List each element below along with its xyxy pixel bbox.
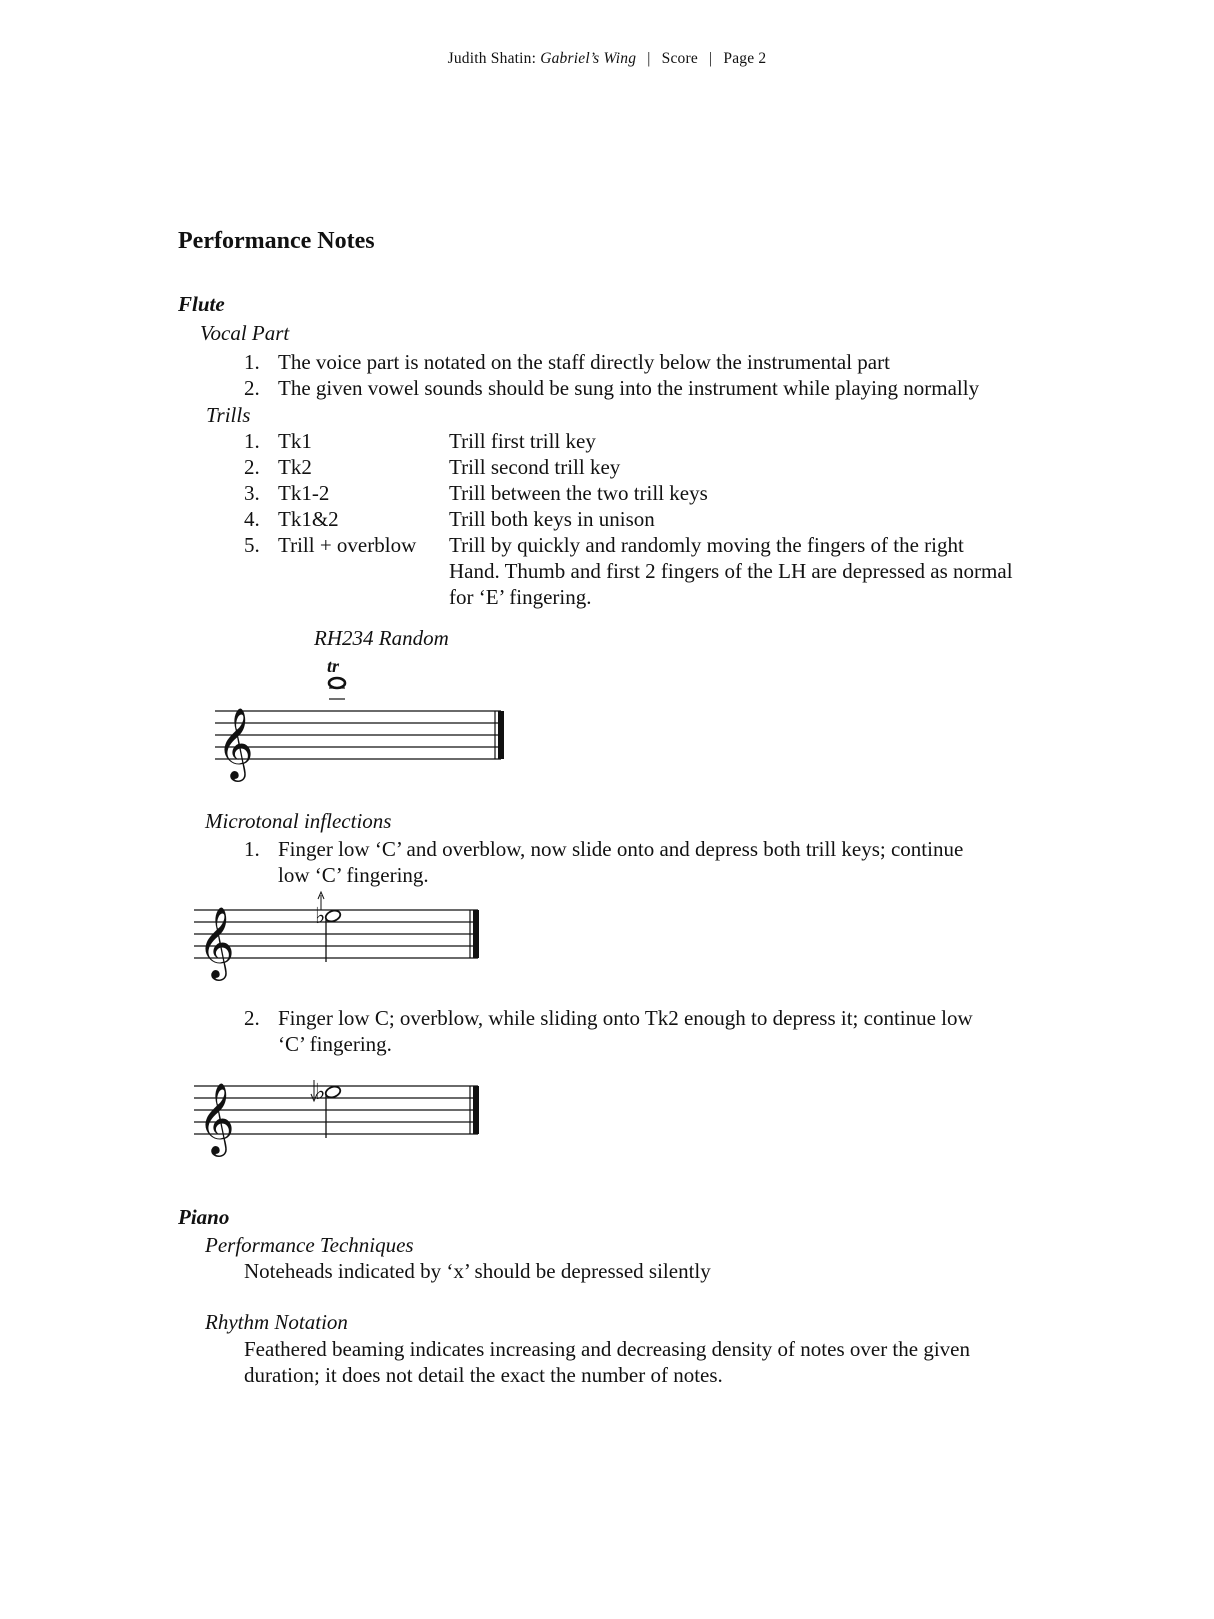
trills-heading: Trills <box>206 403 251 427</box>
list-item-continuation: ‘C’ fingering. <box>278 1032 392 1056</box>
header-page: Page 2 <box>723 50 767 67</box>
list-item-continuation: Hand. Thumb and first 2 fingers of the LH are depressed as normal <box>449 559 1013 583</box>
list-item-continuation: for ‘E’ fingering. <box>449 585 592 609</box>
page-title: Performance Notes <box>178 228 375 254</box>
rhythm-notation-heading: Rhythm Notation <box>205 1310 348 1334</box>
rh234-random-label: RH234 Random <box>314 626 449 650</box>
list-item: 5. Trill + overblow Trill by quickly and randomly moving the fingers of the right <box>244 533 964 557</box>
header-score: Score <box>661 50 698 67</box>
flat-icon: ♭ <box>315 904 326 929</box>
rhythm-notation-text: Feathered beaming indicates increasing and decreasing density of notes over the given <box>244 1337 970 1361</box>
header-work: Gabriel’s Wing <box>540 50 637 67</box>
half-note-icon <box>324 909 342 924</box>
half-note-icon <box>324 1085 342 1100</box>
treble-clef-icon: 𝄞 <box>198 1081 235 1154</box>
header-separator: | <box>709 50 713 67</box>
treble-clef-icon: 𝄞 <box>217 706 254 779</box>
running-header <box>0 50 1214 68</box>
piano-heading: Piano <box>178 1205 230 1229</box>
list-item-continuation: low ‘C’ fingering. <box>278 863 429 887</box>
microtonal-example-staff-2 <box>190 1070 490 1170</box>
list-item: 4. Tk1&2 Trill both keys in unison <box>244 507 655 531</box>
list-item: 1. Finger low ‘C’ and overblow, now slide onto and depress both trill keys; continue <box>244 837 964 861</box>
treble-clef-icon: 𝄞 <box>198 905 235 978</box>
microtonal-example-staff-1 <box>190 890 490 990</box>
microtonal-heading: Microtonal inflections <box>205 809 392 833</box>
list-item: 2. Tk2 Trill second trill key <box>244 455 621 479</box>
header-author: Judith Shatin: <box>447 50 537 67</box>
whole-note-icon <box>329 678 345 688</box>
list-item: 3. Tk1-2 Trill between the two trill keys <box>244 481 708 505</box>
rhythm-notation-text: duration; it does not detail the exact the number of notes. <box>244 1363 723 1387</box>
performance-techniques-text: Noteheads indicated by ‘x’ should be depressed silently <box>244 1259 711 1283</box>
vocal-part-heading: Vocal Part <box>200 321 290 345</box>
trill-example-staff <box>205 655 525 785</box>
header-separator: | <box>647 50 651 67</box>
list-item: 1. The voice part is notated on the staff directly below the instrumental part <box>244 350 890 374</box>
flute-heading: Flute <box>178 292 225 316</box>
performance-techniques-heading: Performance Techniques <box>205 1233 414 1257</box>
flat-icon: ♭ <box>315 1080 326 1105</box>
list-item: 1. Tk1 Trill first trill key <box>244 429 596 453</box>
list-item: 2. Finger low C; overblow, while sliding onto Tk2 enough to depress it; continue low <box>244 1006 973 1030</box>
list-item: 2. The given vowel sounds should be sung into the instrument while playing normally <box>244 376 980 400</box>
trill-mark: tr <box>327 656 340 676</box>
